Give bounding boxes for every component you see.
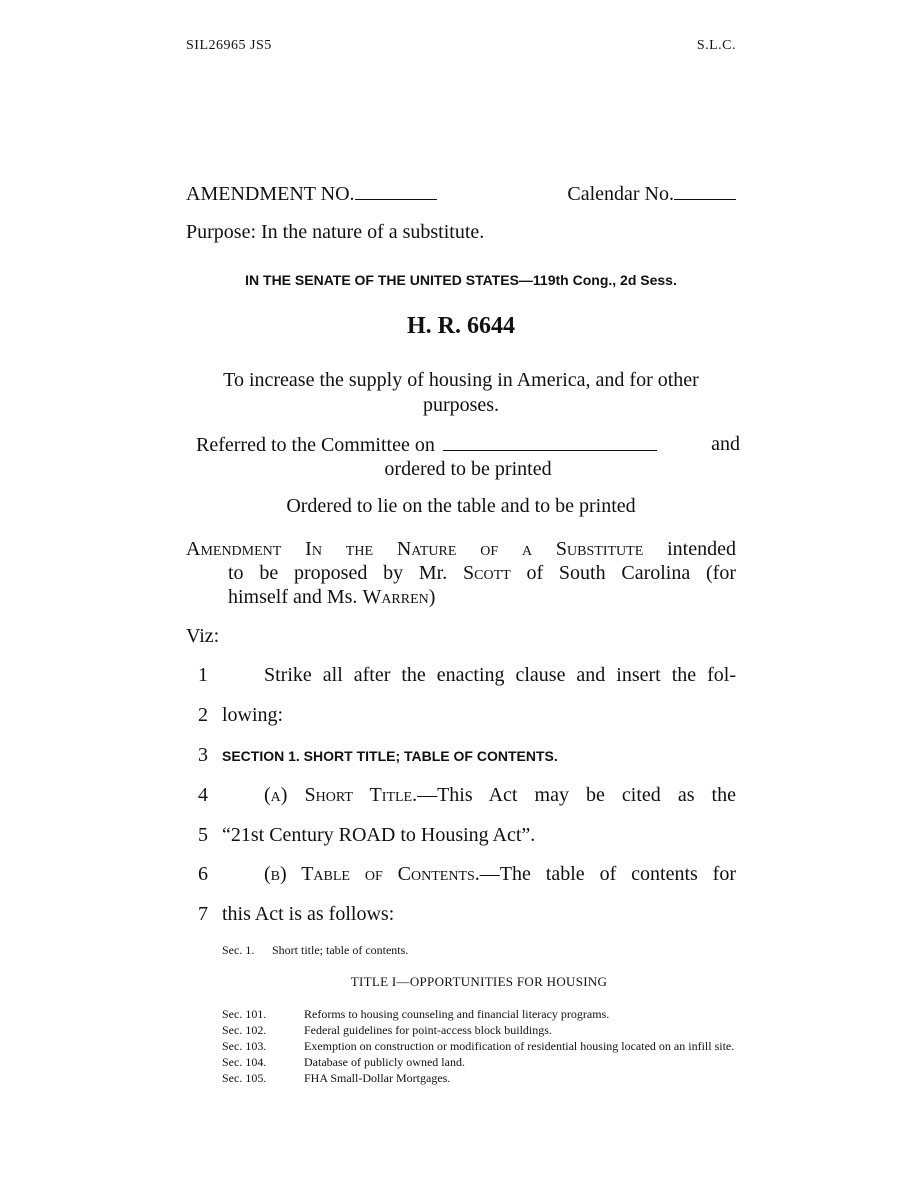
senate-session-line: IN THE SENATE OF THE UNITED STATES—119th Cong., 2d Sess. (245, 272, 677, 288)
toc-section-number: Sec. 104. (222, 1055, 267, 1069)
line-number: 7 (198, 903, 208, 925)
toc-section-number: Sec. 101. (222, 1007, 267, 1021)
sponsor-name: Scott (463, 562, 511, 584)
line-text (222, 784, 736, 807)
amendment-type: Amendment In the Nature of a Substitute (186, 538, 644, 560)
amendment-number-blank (355, 181, 437, 200)
proposer-prefix: to be proposed by Mr. (228, 562, 448, 584)
subsection-heading: (a) Short Title. (264, 784, 418, 806)
amendment-number-row (186, 181, 736, 206)
document-id: SIL26965 JS5 (186, 38, 272, 53)
committee-blank (443, 432, 657, 451)
toc-section-title: Reforms to housing counseling and financial literacy programs. (304, 1007, 610, 1021)
subsection-text: —This Act may be cited as the (417, 784, 736, 806)
calendar-number-blank (674, 181, 736, 200)
toc-section-title: Exemption on construction or modification of residential housing located on an infill site. (304, 1039, 735, 1053)
toc-entry (222, 942, 742, 958)
referral-statement (196, 432, 740, 482)
toc-section-number: Sec. 103. (222, 1039, 267, 1053)
bill-long-title: To increase the supply of housing in America, and for other purposes. (223, 369, 699, 416)
line-number: 3 (198, 744, 208, 766)
line-text: “21st Century ROAD to Housing Act”. (222, 824, 536, 846)
line-text: lowing: (222, 704, 284, 726)
toc-section-number: Sec. 105. (222, 1071, 267, 1085)
toc-section-title: Short title; table of contents. (272, 943, 409, 957)
document-office-code: S.L.C. (696, 38, 736, 53)
cosponsor-name: Warren (362, 586, 429, 608)
amendment-description (186, 537, 736, 609)
purpose-line: Purpose: In the nature of a substitute. (186, 221, 485, 243)
toc-entry (222, 1054, 742, 1070)
referral-text: Referred to the Committee on (196, 434, 435, 456)
toc-entry (222, 1006, 742, 1022)
line-number: 2 (198, 704, 208, 726)
line-number: 4 (198, 784, 208, 806)
sponsor-state: of South Carolina (for (526, 562, 736, 584)
line-number: 5 (198, 824, 208, 846)
subsection-heading: (b) Table of Contents. (264, 863, 480, 885)
toc-section-number: Sec. 102. (222, 1023, 267, 1037)
line-number: 6 (198, 863, 208, 885)
calendar-number-label: Calendar No. (567, 183, 674, 205)
toc-section-title: FHA Small-Dollar Mortgages. (304, 1071, 451, 1085)
toc-section-title: Database of publicly owned land. (304, 1055, 465, 1069)
amendment-description-line-3 (186, 585, 736, 609)
toc-section-number: Sec. 1. (222, 943, 255, 957)
ordered-line: Ordered to lie on the table and to be printed (286, 495, 636, 517)
toc-entry (222, 1038, 742, 1054)
toc-title-heading: TITLE I—OPPORTUNITIES FOR HOUSING (350, 974, 608, 989)
amendment-description-line-1 (186, 537, 736, 561)
amendment-number-label: AMENDMENT NO. (186, 183, 355, 205)
toc-section-title: Federal guidelines for point-access block buildings. (304, 1023, 552, 1037)
cosponsor-suffix: ) (428, 586, 436, 608)
amendment-description-line-2 (186, 561, 736, 585)
subsection-text: —The table of contents for (479, 863, 737, 885)
toc-entry (222, 1022, 742, 1038)
toc-list (222, 1006, 742, 1086)
section-heading: SECTION 1. SHORT TITLE; TABLE OF CONTENTS. (222, 748, 558, 764)
cosponsor-prefix: himself and Ms. (228, 586, 358, 608)
calendar-number (567, 181, 736, 206)
line-text: this Act is as follows: (222, 903, 395, 925)
line-number: 1 (198, 664, 208, 686)
viz-label: Viz: (186, 625, 220, 647)
line-text (222, 863, 736, 886)
line-text: Strike all after the enacting clause and insert the fol- (264, 664, 736, 686)
referral-and: and (711, 433, 740, 455)
amendment-intended: intended (667, 538, 736, 560)
toc-entry (222, 1070, 742, 1086)
bill-number: H. R. 6644 (407, 313, 515, 339)
referral-printed: ordered to be printed (384, 458, 552, 480)
